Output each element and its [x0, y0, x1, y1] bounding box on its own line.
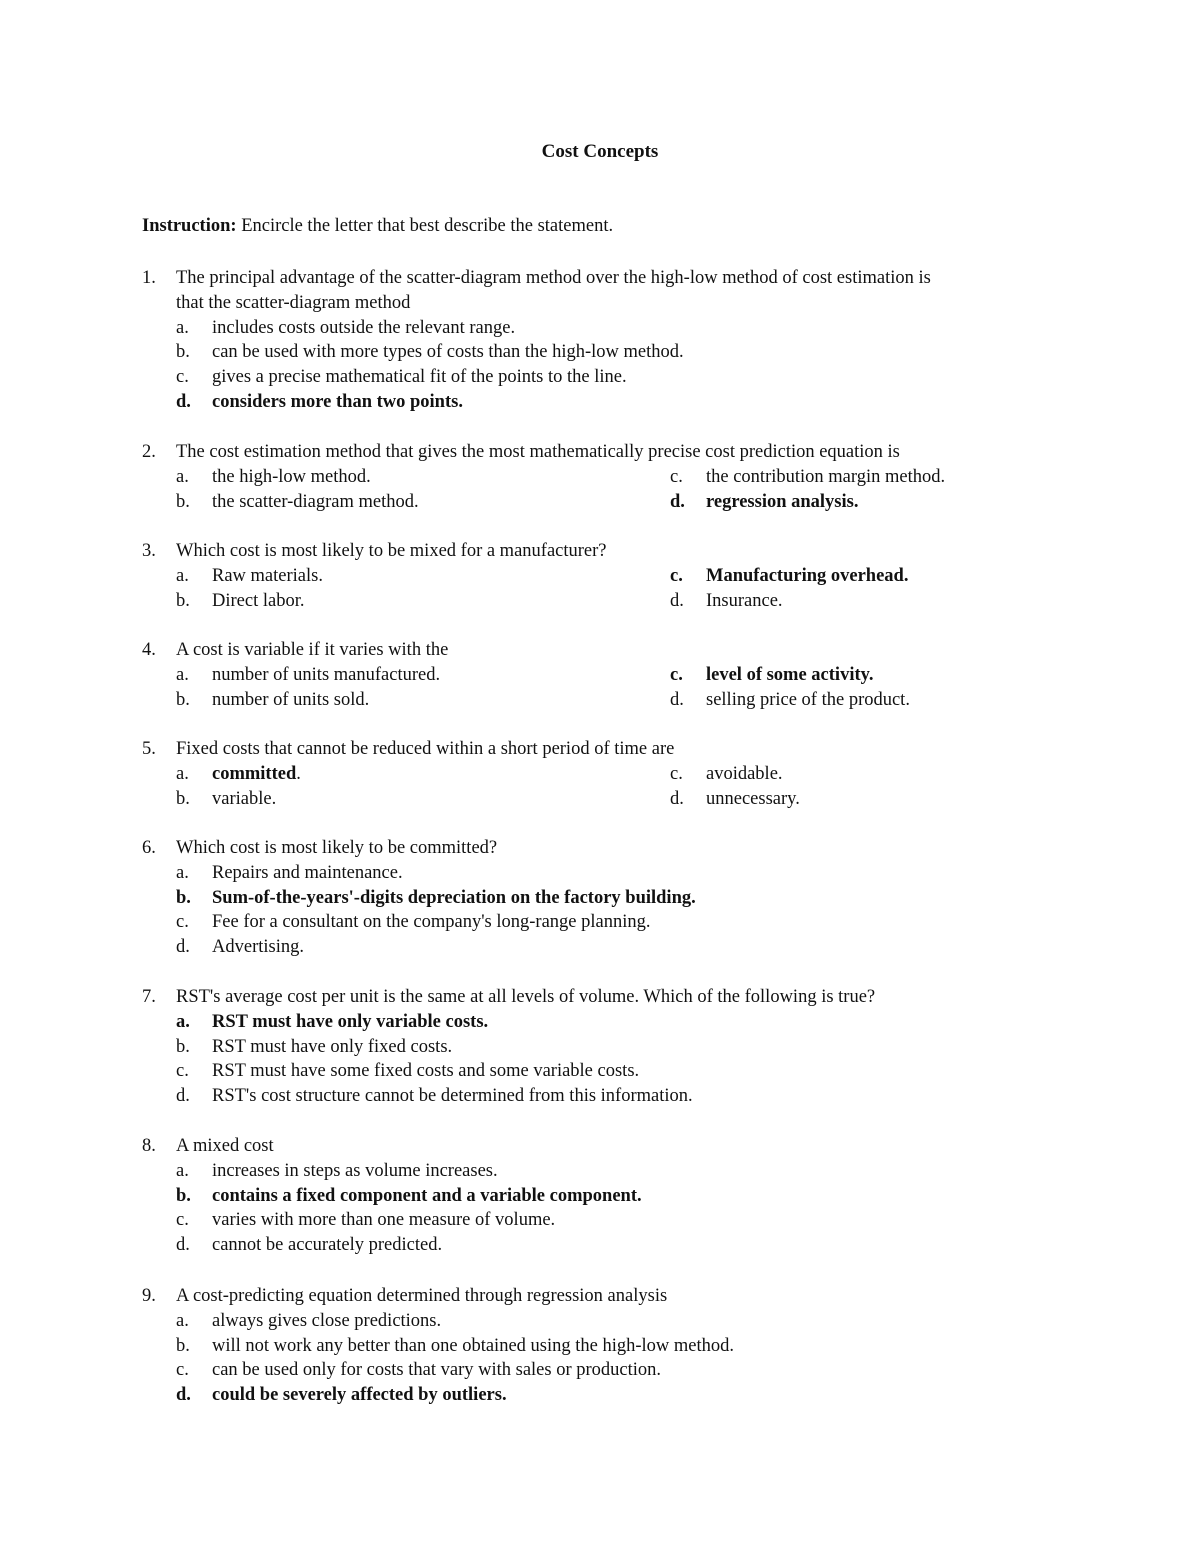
- question-text: RST's average cost per unit is the same at all levels of volume. Which of the following is true?: [176, 987, 876, 1007]
- question-text: that the scatter-diagram method: [176, 292, 411, 313]
- option-a[interactable]: a. always gives close predictions.: [176, 1310, 442, 1331]
- option-c[interactable]: c. avoidable.: [670, 763, 783, 784]
- question-text: Which cost is most likely to be mixed for a manufacturer?: [176, 541, 607, 561]
- question-3: [142, 539, 1072, 613]
- option-d-answer[interactable]: d. could be severely affected by outliers.: [176, 1385, 507, 1406]
- question-text: The principal advantage of the scatter-diagram method over the high-low method of cost estimation is: [176, 268, 931, 288]
- option-b-answer[interactable]: b. Sum-of-the-years'-digits depreciation on the factory building.: [176, 887, 696, 908]
- question-text: A mixed cost: [176, 1136, 274, 1156]
- instruction-label: Instruction:: [142, 216, 237, 236]
- option-b[interactable]: b. RST must have only fixed costs.: [176, 1036, 453, 1057]
- option-d[interactable]: d. unnecessary.: [670, 788, 800, 809]
- question-number: 8.: [142, 1136, 156, 1156]
- option-a[interactable]: a. number of units manufactured.: [176, 664, 441, 685]
- option-d[interactable]: d. RST's cost structure cannot be determined from this information.: [176, 1086, 693, 1107]
- question-6: [142, 836, 1072, 960]
- question-4: [142, 638, 1072, 712]
- option-b[interactable]: b. will not work any better than one obtained using the high-low method.: [176, 1335, 735, 1356]
- option-c[interactable]: c. can be used only for costs that vary with sales or production.: [176, 1360, 662, 1381]
- option-a[interactable]: a. includes costs outside the relevant range.: [176, 317, 516, 338]
- question-text: A cost is variable if it varies with the: [176, 640, 449, 660]
- option-b[interactable]: b. the scatter-diagram method.: [176, 491, 419, 512]
- question-text: The cost estimation method that gives the most mathematically precise cost prediction equation is: [176, 442, 900, 462]
- question-2: [142, 440, 1072, 514]
- question-number: 3.: [142, 541, 156, 561]
- question-text: Fixed costs that cannot be reduced within a short period of time are: [176, 739, 675, 759]
- question-1: [142, 266, 1072, 415]
- option-a-answer[interactable]: a. RST must have only variable costs.: [176, 1011, 489, 1032]
- option-d[interactable]: d. Advertising.: [176, 937, 304, 958]
- option-d-answer[interactable]: d. considers more than two points.: [176, 391, 463, 412]
- question-number: 5.: [142, 739, 156, 759]
- question-7: [142, 985, 1072, 1109]
- option-c[interactable]: c. RST must have some fixed costs and some variable costs.: [176, 1061, 640, 1082]
- instruction-text: Encircle the letter that best describe the statement.: [236, 216, 614, 236]
- page-title: Cost Concepts: [541, 141, 659, 162]
- instruction: [142, 216, 613, 237]
- option-c-answer[interactable]: c. level of some activity.: [670, 664, 874, 685]
- question-text: A cost-predicting equation determined through regression analysis: [176, 1286, 668, 1306]
- question-number: 1.: [142, 268, 156, 288]
- option-d[interactable]: d. selling price of the product.: [670, 689, 910, 710]
- option-a[interactable]: a. Repairs and maintenance.: [176, 862, 403, 883]
- option-b-answer[interactable]: b. contains a fixed component and a variable component.: [176, 1185, 642, 1206]
- question-9: [142, 1284, 1072, 1408]
- question-text: Which cost is most likely to be committed?: [176, 838, 498, 858]
- option-c[interactable]: c. the contribution margin method.: [670, 466, 946, 487]
- question-number: 2.: [142, 442, 156, 462]
- question-number: 9.: [142, 1286, 156, 1306]
- option-c-answer[interactable]: c. Manufacturing overhead.: [670, 565, 909, 586]
- option-c[interactable]: c. gives a precise mathematical fit of the points to the line.: [176, 367, 627, 388]
- question-5: [142, 737, 1072, 811]
- question-number: 7.: [142, 987, 156, 1007]
- option-a[interactable]: a. the high-low method.: [176, 466, 371, 487]
- option-b[interactable]: b. variable.: [176, 788, 277, 809]
- option-d[interactable]: d. Insurance.: [670, 590, 783, 611]
- option-a-answer[interactable]: a. committed.: [176, 763, 301, 784]
- option-b[interactable]: b. Direct labor.: [176, 590, 305, 611]
- option-c[interactable]: c. Fee for a consultant on the company's long-range planning.: [176, 912, 651, 933]
- option-a[interactable]: a. increases in steps as volume increases.: [176, 1160, 498, 1181]
- question-number: 6.: [142, 838, 156, 858]
- option-c[interactable]: c. varies with more than one measure of volume.: [176, 1210, 556, 1231]
- option-a[interactable]: a. Raw materials.: [176, 565, 323, 586]
- question-8: [142, 1134, 1072, 1258]
- option-b[interactable]: b. can be used with more types of costs than the high-low method.: [176, 342, 684, 363]
- option-d-answer[interactable]: d. regression analysis.: [670, 491, 859, 512]
- option-d[interactable]: d. cannot be accurately predicted.: [176, 1235, 443, 1256]
- question-number: 4.: [142, 640, 156, 660]
- option-b[interactable]: b. number of units sold.: [176, 689, 370, 710]
